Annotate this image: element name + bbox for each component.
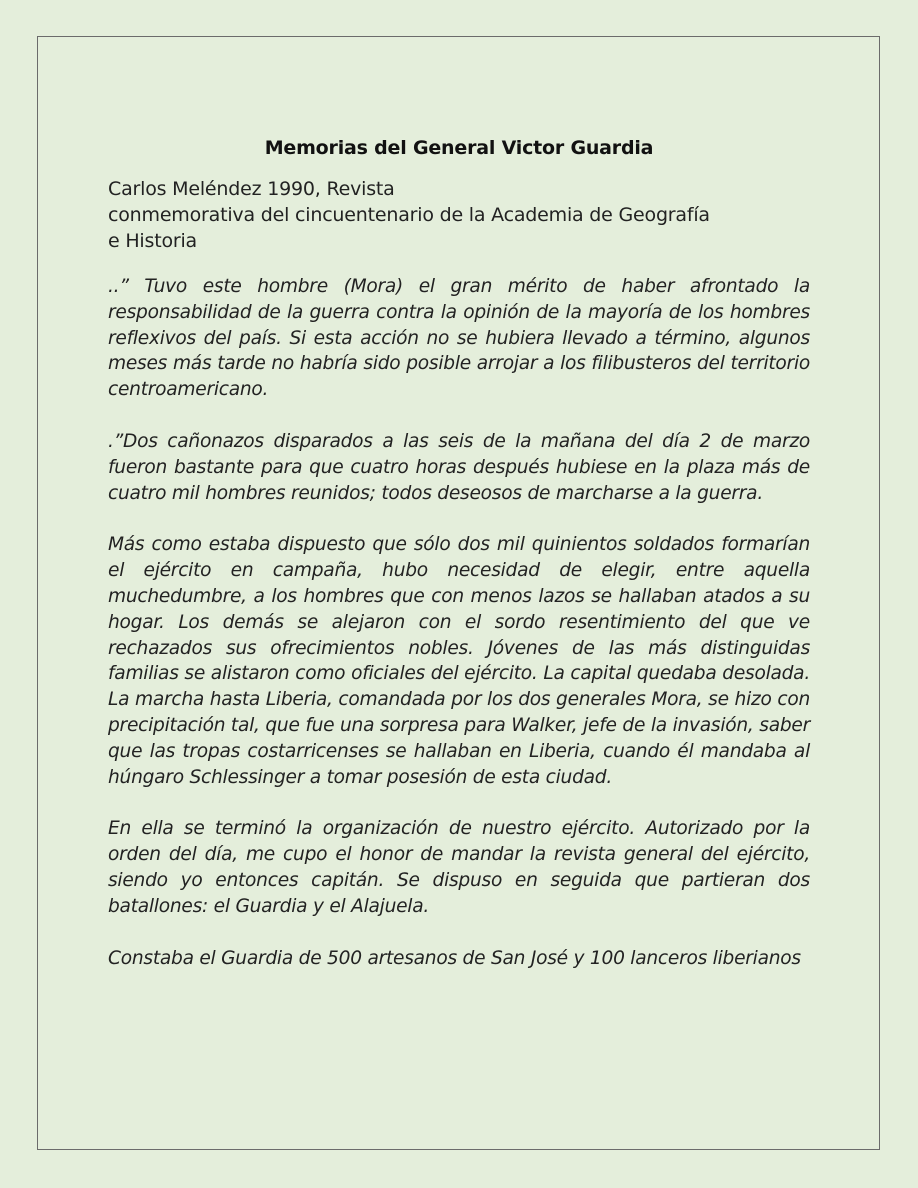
source-line: Carlos Meléndez 1990, Revista: [108, 178, 395, 200]
source-citation: [108, 176, 810, 254]
quote-paragraph: Constaba el Guardia de 500 artesanos de San José y 100 lanceros liberianos: [108, 947, 801, 969]
quote-paragraph: ..” Tuvo este hombre (Mora) el gran mérito de haber afrontado la responsabilidad de la guerra contra la opinión de la mayoría de los hombres reflexivos del país. Si esta acción no se hubiera llevado a término, algunos meses más tarde no habría sido posible arrojar a los filibusteros del territorio centroamericano.: [108, 276, 810, 401]
quote-paragraph: En ella se terminó la organización de nuestro ejército. Autorizado por la orden del día, me cupo el honor de mandar la revista general del ejército, siendo yo entonces capitán. Se dispuso en seguida que partieran dos batallones: el Guardia y el Alajuela.: [108, 818, 810, 917]
source-line: e Historia: [108, 230, 198, 252]
quote-paragraph: .”Dos cañonazos disparados a las seis de la mañana del día 2 de marzo fueron bastante para que cuatro horas después hubiese en la plaza más de cuatro mil hombres reunidos; todos deseosos de marcharse a la guerra.: [108, 430, 810, 504]
source-line: conmemorativa del cincuentenario de la Academia de Geografía: [108, 204, 710, 226]
document-body: [108, 136, 810, 997]
document-title: Memorias del General Victor Guardia: [264, 137, 654, 159]
quote-paragraph: Más como estaba dispuesto que sólo dos mil quinientos soldados formarían el ejército en campaña, hubo necesidad de elegir, entre aquella muchedumbre, a los hombres que con menos lazos se hallaban atados a su hogar. Los demás se alejaron con el sordo resentimiento del que ve rechazados sus ofrecimientos nobles. Jóvenes de las más distinguidas familias se alistaron como oficiales del ejército. La capital quedaba desolada. La marcha hasta Liberia, comandada por los dos generales Mora, se hizo con precipitación tal, que fue una sorpresa para Walker, jefe de la invasión, saber que las tropas costarricenses se hallaban en Liberia, cuando él mandaba al húngaro Schlessinger a tomar posesión de esta ciudad.: [108, 534, 810, 788]
